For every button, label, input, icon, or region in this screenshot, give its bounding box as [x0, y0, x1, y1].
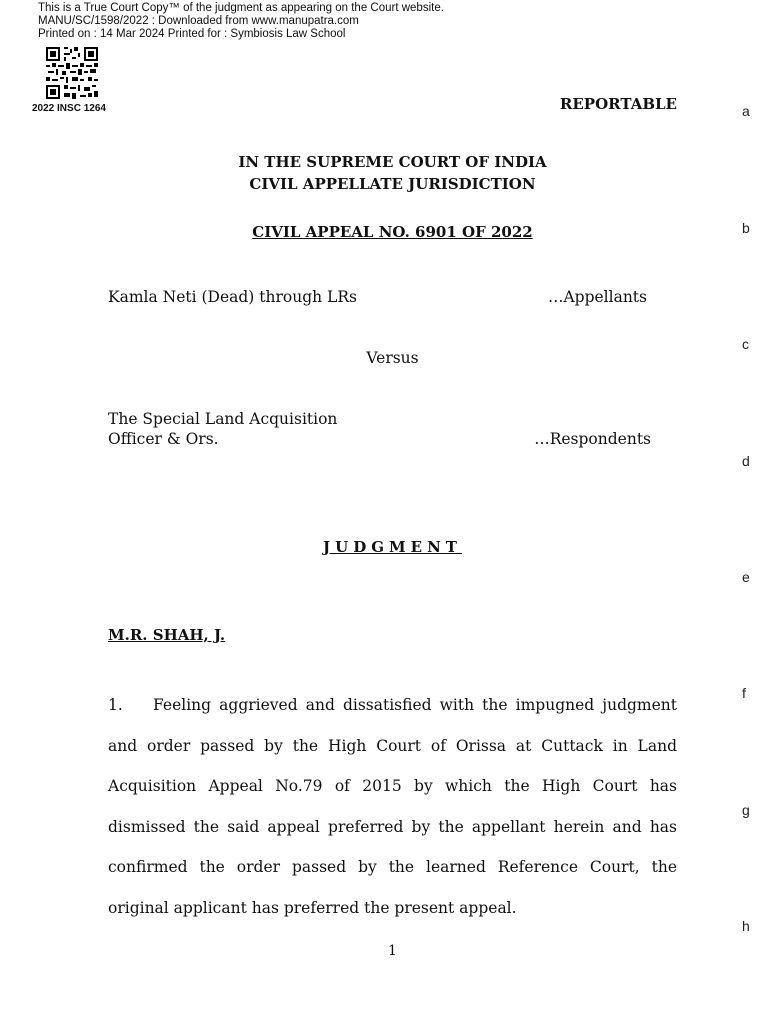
court-heading — [108, 151, 677, 195]
paragraph-1 — [108, 685, 677, 929]
respondent-name-line-1: The Special Land Acquisition — [108, 410, 338, 428]
margin-letter-a: a — [742, 103, 750, 119]
paragraph-number: 1. — [108, 696, 123, 714]
header-line-3: Printed on : 14 Mar 2024 Printed for : Symbiosis Law School — [38, 28, 346, 40]
margin-letter-d: d — [742, 453, 750, 469]
judgment-heading: JUDGMENT — [323, 538, 462, 556]
court-name: IN THE SUPREME COURT OF INDIA — [238, 153, 547, 171]
jurisdiction: CIVIL APPELLATE JURISDICTION — [249, 175, 536, 193]
versus-label: Versus — [366, 349, 419, 367]
margin-letter-c: c — [742, 336, 749, 352]
margin-letter-e: e — [742, 569, 750, 585]
page-number: 1 — [388, 943, 397, 959]
margin-letter-g: g — [742, 802, 750, 818]
appeal-number: CIVIL APPEAL NO. 6901 OF 2022 — [252, 223, 533, 241]
judge-name: M.R. SHAH, J. — [108, 626, 226, 644]
reportable-label: REPORTABLE — [559, 95, 677, 113]
header-line-2: MANU/SC/1598/2022 : Downloaded from www.manupatra.com — [38, 15, 359, 27]
margin-letter-b: b — [742, 220, 750, 236]
respondent-role: …Respondents — [534, 430, 651, 448]
neutral-citation: 2022 INSC 1264 — [32, 103, 106, 114]
margin-letter-h: h — [742, 918, 750, 934]
margin-letter-f: f — [742, 685, 746, 701]
header-line-1: This is a True Court Copy™ of the judgment as appearing on the Court website. — [38, 2, 444, 14]
appellant-name: Kamla Neti (Dead) through LRs — [108, 288, 357, 306]
download-header — [38, 2, 444, 41]
respondent-name-line-2: Officer & Ors. — [108, 430, 219, 448]
qr-code-icon — [46, 47, 98, 99]
paragraph-text: Feeling aggrieved and dissatisfied with the impugned judgment and order passed by the High Court of Orissa at Cuttack in Land Acquisition Appeal No.79 of 2015 by which the High Court has dismissed the said appeal preferred by the appellant herein and has confirmed the order passed by the learned Reference Court, the original applicant has preferred the present appeal. — [108, 696, 677, 917]
appellant-role: …Appellants — [547, 288, 647, 306]
